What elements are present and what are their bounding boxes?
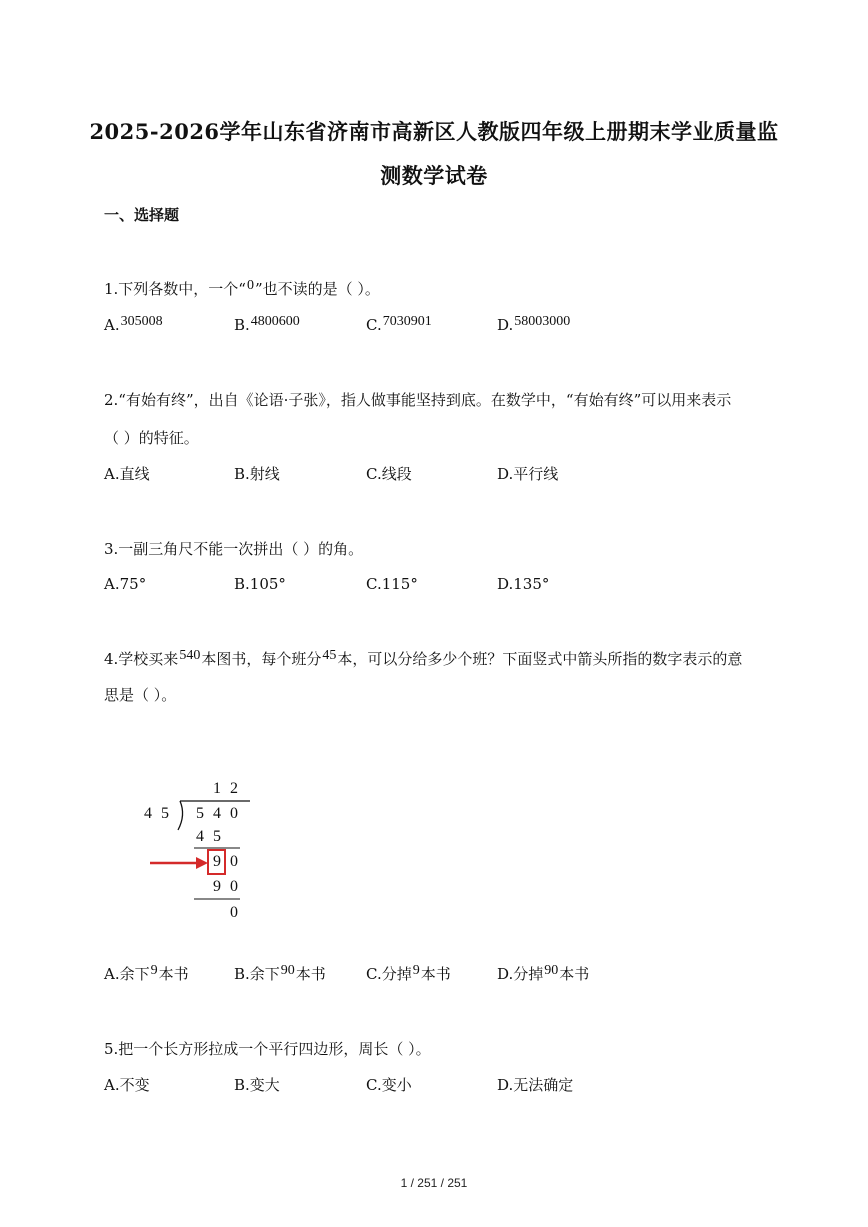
question-3-option-b[interactable]: B.105° <box>234 575 286 593</box>
divisor-digit-2: 5 <box>161 805 169 822</box>
step1-digit-1: 4 <box>196 828 204 845</box>
quotient-digit-2: 2 <box>230 780 238 797</box>
dividend-digit-3: 0 <box>230 805 238 822</box>
question-2-option-d[interactable]: D.平行线 <box>497 465 559 483</box>
question-1-text-b: ”也不读的是（ ）。 <box>254 280 380 298</box>
step3-digit-2: 0 <box>230 878 238 895</box>
question-3-option-d[interactable]: D.135° <box>497 575 550 593</box>
exam-title-line-2: 测数学试卷 <box>380 163 488 188</box>
long-division-figure <box>130 770 280 930</box>
remainder-digit: 0 <box>230 904 238 921</box>
question-4-option-a[interactable]: A.余下9本书 <box>104 963 189 983</box>
question-2-option-a[interactable]: A.直线 <box>104 465 150 483</box>
arrow-head-icon <box>196 857 208 869</box>
question-3-option-c[interactable]: C.115° <box>366 575 418 593</box>
question-1-option-c[interactable]: C.7030901 <box>366 314 432 334</box>
question-1-text-a: 1.下列各数中，一个“ <box>104 280 246 298</box>
division-lines <box>130 770 280 930</box>
quotient-digit-1: 1 <box>213 780 221 797</box>
step1-digit-2: 5 <box>213 828 221 845</box>
question-1-number: 0 <box>246 278 254 293</box>
question-2-option-c[interactable]: C.线段 <box>366 465 412 483</box>
question-4-option-b[interactable]: B.余下90本书 <box>234 963 326 983</box>
exam-title-line-1: 2025-2026学年山东省济南市高新区人教版四年级上册期末学业质量监 <box>89 119 779 144</box>
question-2-option-b[interactable]: B.射线 <box>234 465 280 483</box>
question-1-option-a[interactable]: A.305008 <box>104 314 163 334</box>
question-4-stem-line-1: 4.学校买来540本图书，每个班分45本，可以分给多少个班？下面竖式中箭头所指的数字表示的意 <box>104 648 743 668</box>
question-1-option-d[interactable]: D.58003000 <box>497 314 571 334</box>
step2-digit-2: 0 <box>230 853 238 870</box>
question-1-stem <box>104 278 380 299</box>
question-3-stem: 3.一副三角尺不能一次拼出（ ）的角。 <box>104 540 364 558</box>
step2-digit-1: 9 <box>213 853 221 870</box>
question-5-option-c[interactable]: C.变小 <box>366 1076 412 1094</box>
question-3-option-a[interactable]: A.75° <box>104 575 147 593</box>
question-4-stem-line-2: 思是（ ）。 <box>104 686 177 704</box>
question-5-option-b[interactable]: B.变大 <box>234 1076 280 1094</box>
page-number: 1 / 251 / 251 <box>400 1176 468 1190</box>
divisor-digit-1: 4 <box>144 805 152 822</box>
question-5-option-a[interactable]: A.不变 <box>104 1076 150 1094</box>
question-5-stem: 5.把一个长方形拉成一个平行四边形，周长（ ）。 <box>104 1040 431 1058</box>
question-5-option-d[interactable]: D.无法确定 <box>497 1076 574 1094</box>
section-heading: 一、选择题 <box>104 206 180 224</box>
question-2-stem-line-2: （ ）的特征。 <box>104 429 199 447</box>
step3-digit-1: 9 <box>213 878 221 895</box>
dividend-digit-1: 5 <box>196 805 204 822</box>
question-2-stem-line-1: 2.“有始有终”，出自《论语·子张》，指人做事能坚持到底。在数学中，“有始有终”可以用来表示 <box>104 391 732 409</box>
question-4-option-d[interactable]: D.分掉90本书 <box>497 963 590 983</box>
dividend-digit-2: 4 <box>213 805 221 822</box>
question-1-option-b[interactable]: B.4800600 <box>234 314 300 334</box>
question-4-option-c[interactable]: C.分掉9本书 <box>366 963 451 983</box>
